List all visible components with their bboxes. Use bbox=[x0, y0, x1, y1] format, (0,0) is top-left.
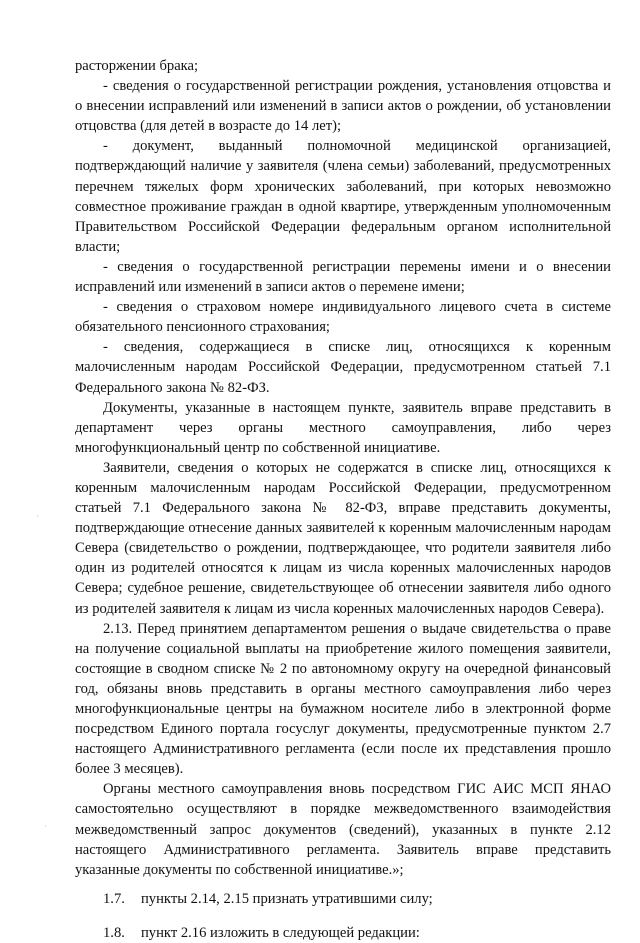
paragraph: - сведения, содержащиеся в списке лиц, относящихся к коренным малочисленным народам Российской Федерации, предусмотренном статьей 7.1 Федерального закона № 82-ФЗ. bbox=[75, 339, 611, 396]
paragraph: Документы, указанные в настоящем пункте, заявитель вправе представить в департамент через органы местного самоуправления, либо через многофункциональный центр по собственной инициативе. bbox=[75, 399, 611, 456]
paragraph: Заявители, сведения о которых не содержатся в списке лиц, относящихся к коренным малочисленным народам Российской Федерации, предусмотренном статьей 7.1 Федерального закона № 82-ФЗ, вправе представить документы, подтверждающие отнесение данных заявителей к коренным малочисленным народам Севера (свидетельство о рождении, подтверждающее, что родители заявителя либо один из родителей относятся к лицам из числа коренных малочисленных народов Севера; судебное решение, свидетельствующее об отнесении заявителя либо одного из родителей заявителя к лицам из числа коренных малочисленных народов Севера). bbox=[75, 459, 611, 617]
paragraph: - сведения о государственной регистрации перемены имени и о внесении исправлений или изменений в записи актов о перемене имени; bbox=[75, 258, 611, 296]
paragraph: 2.13. Перед принятием департаментом решения о выдаче свидетельства о праве на получение социальной выплаты на приобретение жилого помещения заявители, состоящие в сводном списке № 2 по автономному округу на очередной финансовый год, обязаны вновь представить в органы местного самоуправления либо через многофункциональные центры на бумажном носителе либо в электронной форме посредством Единого портала госуслуг документы, предусмотренные пунктом 2.7 настоящего Административного регламента (если после их представления прошло более 3 месяцев). bbox=[75, 620, 611, 778]
paragraph: - документ, выданный полномочной медицинской организацией, подтверждающий наличие у заявителя (члена семьи) заболеваний, предусмотренных перечнем тяжелых форм хронических заболеваний, при которых невозможно совместное проживание граждан в одной квартире, утвержденным уполномоченным Правительством Российской Федерации федеральным органом исполнительной власти; bbox=[75, 138, 611, 255]
list-item bbox=[75, 889, 611, 909]
paragraph: Органы местного самоуправления вновь посредством ГИС АИС МСП ЯНАО самостоятельно осуществляют в порядке межведомственного взаимодействия межведомственный запрос документов (сведений), указанных в пункте 2.12 настоящего Административного регламента. Заявитель вправе представить указанные документы по собственной инициативе.»; bbox=[75, 781, 611, 878]
paragraph: расторжении брака; bbox=[75, 58, 199, 74]
scan-speck: · bbox=[36, 512, 39, 522]
list-item bbox=[75, 923, 611, 943]
paragraph: - сведения о страховом номере индивидуального лицевого счета в системе обязательного пенсионного страхования; bbox=[75, 299, 611, 336]
item-text: пункты 2.14, 2.15 признать утратившими силу; bbox=[141, 890, 433, 907]
paragraph: - сведения о государственной регистрации рождения, установления отцовства и о внесении исправлений или изменений в записи актов о рождении, об установлении отцовства (для детей в возрасте до 14 лет); bbox=[75, 78, 611, 135]
document-page bbox=[75, 56, 611, 943]
item-number: 1.8. bbox=[103, 924, 125, 941]
item-text: пункт 2.16 изложить в следующей редакции: bbox=[141, 924, 420, 941]
item-number: 1.7. bbox=[103, 890, 125, 907]
scan-speck: · bbox=[44, 822, 47, 832]
